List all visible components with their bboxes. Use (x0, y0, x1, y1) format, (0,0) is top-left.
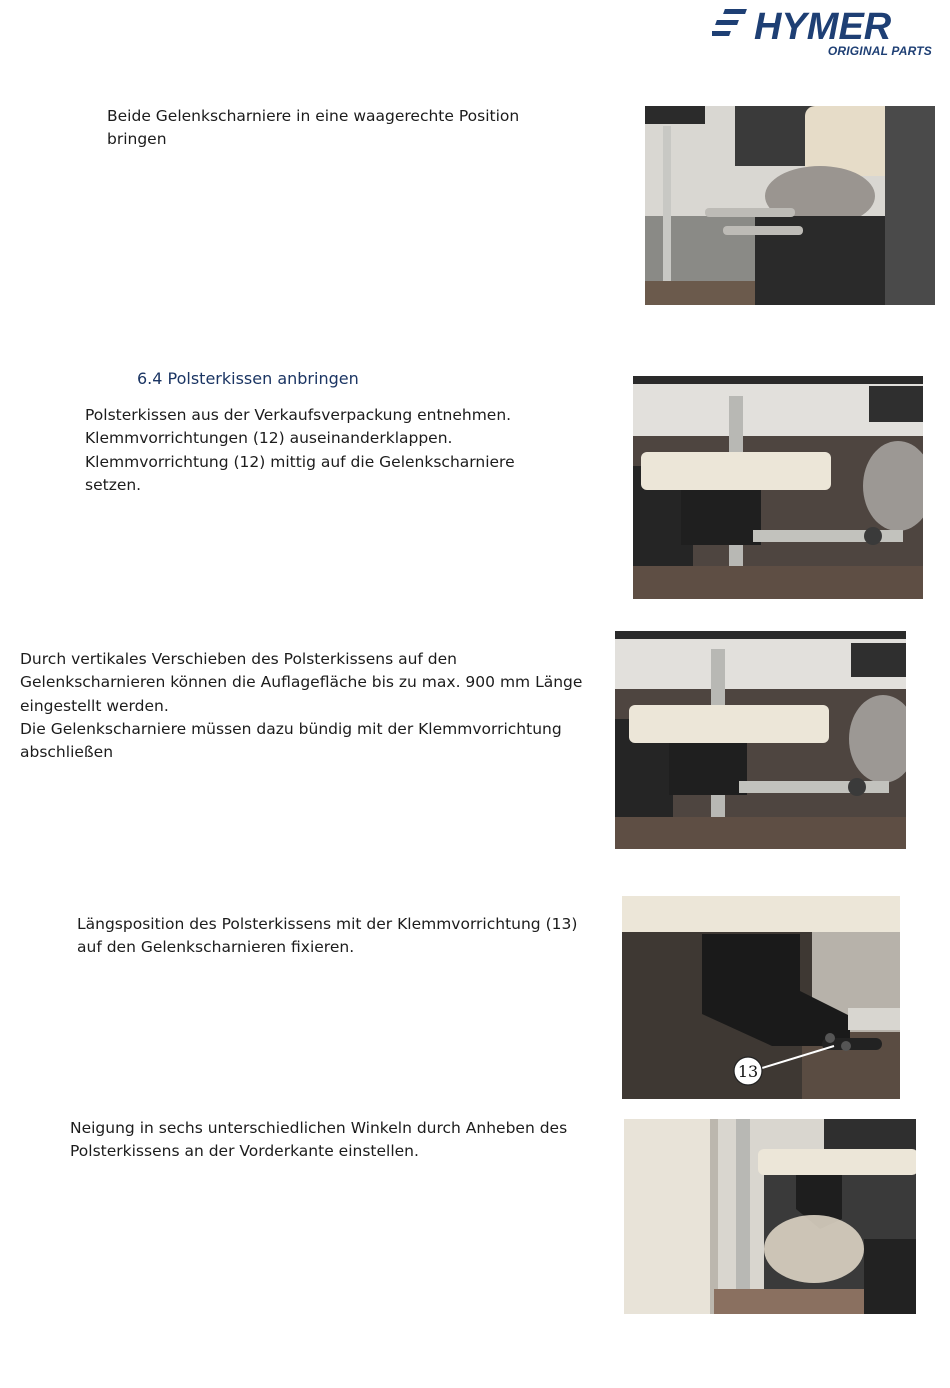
instruction-text-4 (77, 913, 577, 960)
hymer-logo (712, 6, 944, 60)
text-line: Polsterkissens an der Vorderkante einstellen. (70, 1142, 419, 1161)
instruction-text-3 (20, 648, 582, 764)
instruction-text-1 (107, 105, 519, 152)
text-line: abschließen (20, 743, 114, 762)
logo-tagline: ORIGINAL PARTS (827, 44, 932, 58)
cushion-mount-photo (633, 376, 923, 599)
instruction-text-5 (70, 1117, 567, 1164)
text-line: Längsposition des Polsterkissens mit der Klemmvorrichtung (13) (77, 915, 578, 933)
instruction-text-2 (85, 404, 515, 497)
cushion-tilt-photo (624, 1119, 916, 1314)
callout-13: 13 (737, 1062, 759, 1081)
seat-hinge-photo (645, 106, 935, 305)
text-line: Polsterkissen aus der Verkaufsverpackung entnehmen. (85, 406, 512, 424)
logo-wordmark: HYMER (754, 6, 892, 46)
clamp-detail-photo (622, 896, 900, 1099)
text-line: Beide Gelenkscharniere in eine waagerechte Position (107, 107, 520, 125)
text-line: Klemmvorrichtung (12) mittig auf die Gelenkscharniere (85, 452, 515, 471)
text-line: setzen. (85, 475, 142, 494)
section-heading: 6.4 Polsterkissen anbringen (137, 369, 359, 388)
cushion-slide-photo (615, 631, 906, 849)
text-line: eingestellt werden. (20, 696, 169, 715)
text-line: bringen (107, 130, 167, 149)
text-line: auf den Gelenkscharnieren fixieren. (77, 938, 355, 957)
text-line: Durch vertikales Verschieben des Polsterkissens auf den (20, 650, 457, 668)
text-line: Die Gelenkscharniere müssen dazu bündig mit der Klemmvorrichtung (20, 719, 562, 738)
text-line: Gelenkscharnieren können die Auflagefläche bis zu max. 900 mm Länge (20, 673, 583, 692)
text-line: Neigung in sechs unterschiedlichen Winkeln durch Anheben des (70, 1119, 568, 1137)
text-line: Klemmvorrichtungen (12) auseinanderklappen. (85, 429, 453, 448)
